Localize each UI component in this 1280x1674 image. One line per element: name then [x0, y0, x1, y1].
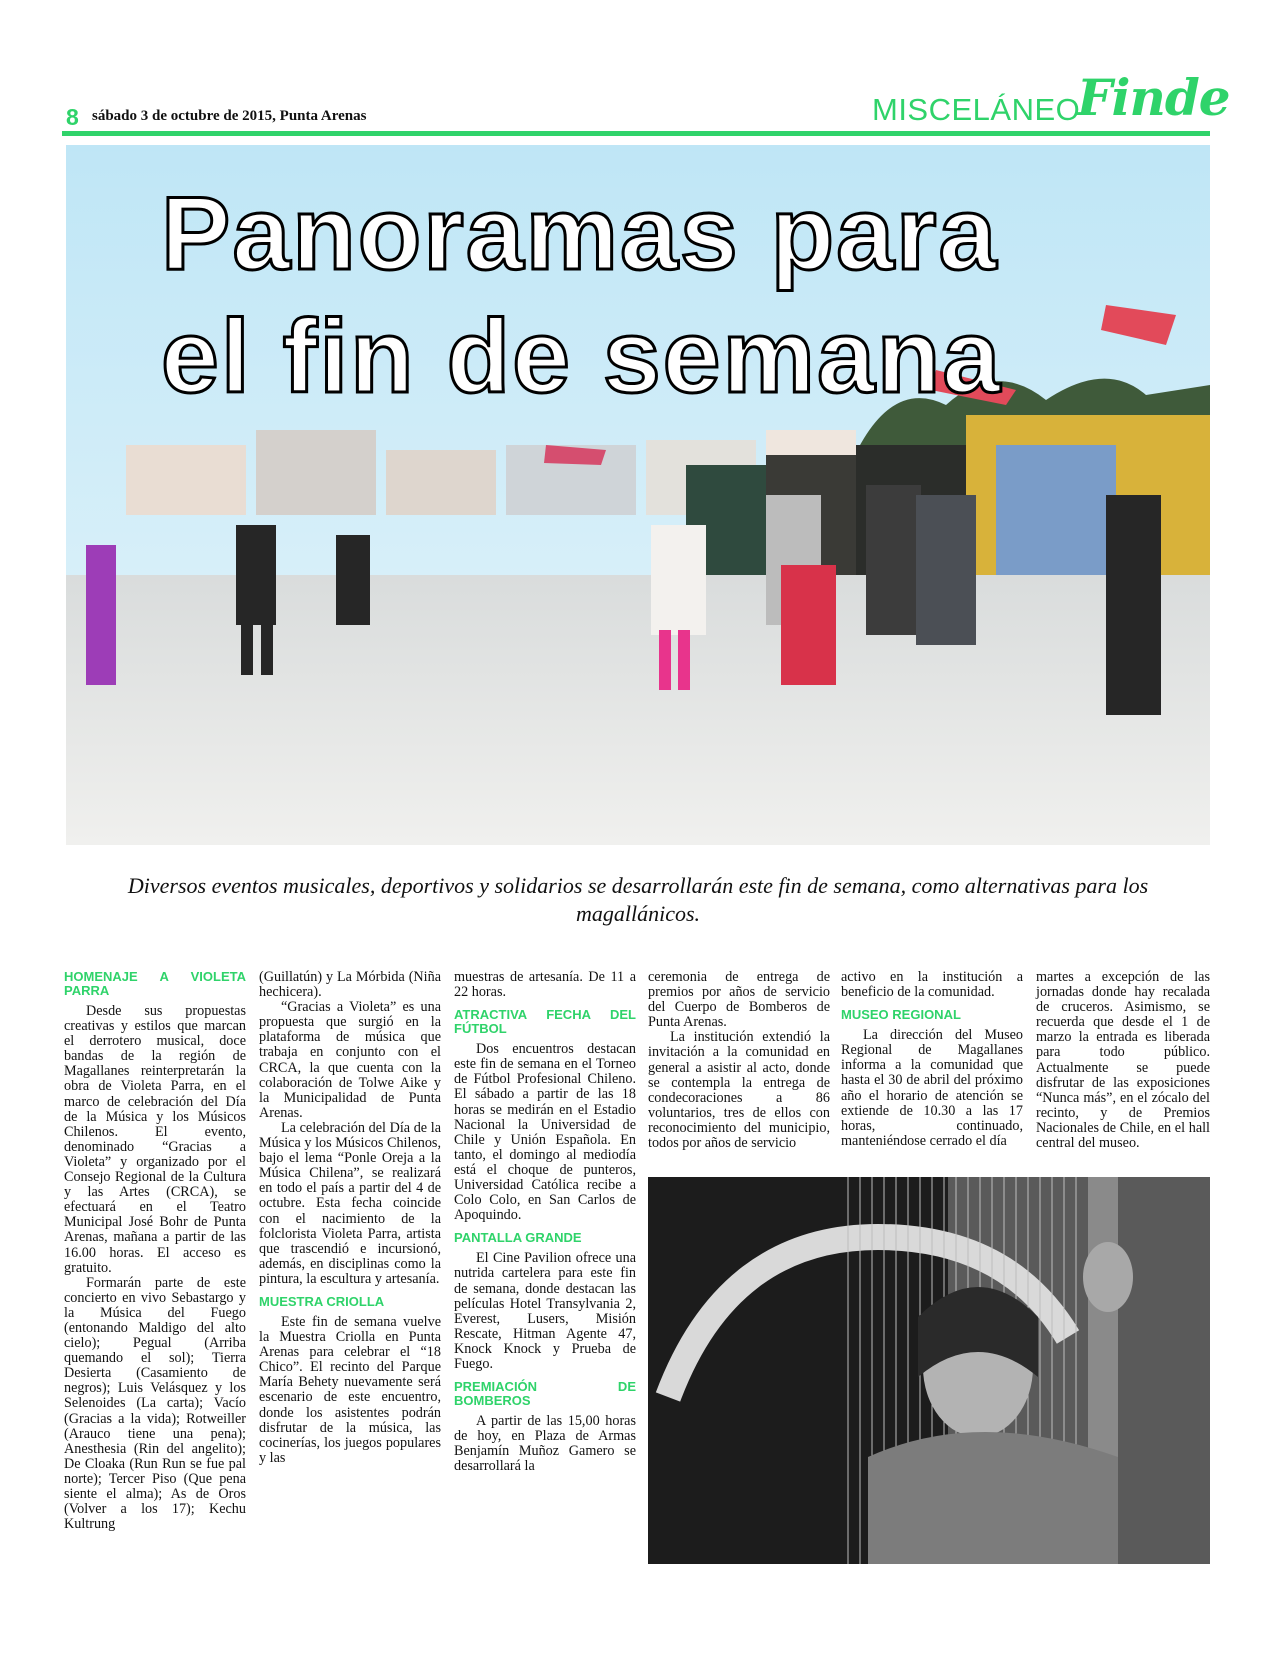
column-3: [454, 970, 636, 1474]
harpist-illustration: [648, 1177, 1210, 1564]
section-heading: MUSEO REGIONAL: [841, 1007, 961, 1023]
photo-caption: Diversos eventos musicales, deportivos y solidarios se desarrollarán este fin de semana, como alternativas para los magallánicos.: [127, 873, 1149, 926]
column-2: [259, 970, 441, 1466]
paragraph: Dos encuentros destacan este fin de semana en el Torneo de Fútbol Profesional Chileno. El sábado a partir de las 18 horas se medirán en el Estadio Nacional la Universidad de Chile y Unión Española. En tanto, el domingo al mediodía está el choque de punteros, Universidad Católica recibe a Colo Colo, en San Carlos de Apoquindo.: [454, 1041, 636, 1224]
column-5: [841, 970, 1023, 1149]
paragraph: activo en la institución a beneficio de la comunidad.: [841, 969, 1023, 1001]
paragraph: El Cine Pavilion ofrece una nutrida cartelera para este fin de semana, donde destacan las películas Hotel Transylvania 2, Everest, Lusers, Misión Rescate, Hitman Agente 47, Knock Knock y Prueba de Fuego.: [454, 1250, 636, 1372]
paragraph: (Guillatún) y La Mórbida (Niña hechicera).: [259, 969, 441, 1001]
section-heading: MUESTRA CRIOLLA: [259, 1293, 385, 1309]
paragraph: Formarán parte de este concierto en vivo Sebastargo y la Música del Fuego (entonando Maldigo del alto cielo); Pegual (Arriba quemando el sol); Tierra Desierta (Casamiento de negros); Luis Velásquez y los Selenoides (La carta); Vacío (Gracias a la vida); Rotweiller (Arauco tiene una pena); Anesthesia (Rin del angelito); De Cloaka (Run Run se fue pal norte); Tercer Piso (Que pena siente el alma); As de Oros (Volver a los 17); Kechu Kultrung: [64, 1274, 246, 1533]
column-6: [1036, 970, 1210, 1151]
page-number: 8: [66, 104, 79, 130]
section-heading: ATRACTIVA FECHA DEL FÚTBOL: [454, 1007, 636, 1037]
header-rule: [62, 131, 1210, 136]
column-4: [648, 970, 830, 1151]
paragraph: “Gracias a Violeta” es una propuesta que surgió en la plataforma de música que trabaja en conjunto con el CRCA, la que cuenta con la colaboración de Tolwe Aike y la Municipalidad de Punta Arenas.: [259, 999, 441, 1121]
headline-line-1: Panoramas para: [161, 176, 999, 292]
section-heading: HOMENAJE A VIOLETA PARRA: [64, 969, 246, 998]
date-line: sábado 3 de octubre de 2015, Punta Arenas: [92, 108, 367, 124]
column-1: [64, 970, 246, 1532]
harpist-photo: [648, 1177, 1210, 1564]
paragraph: muestras de artesanía. De 11 a 22 horas.: [454, 969, 636, 1001]
hero-photo: [66, 145, 1210, 845]
paragraph: martes a excepción de las jornadas donde hay recalada de cruceros. Asimismo, se recuerda que desde el 1 de marzo la entrada es liberada para todo público. Actualmente se puede disfrutar de las exposiciones “Nunca más”, en el zócalo del recinto, y de Premios Nacionales de Chile, en el hall central del museo.: [1036, 969, 1210, 1152]
paragraph: La dirección del Museo Regional de Magallanes informa a la comunidad que hasta el 30 de abril del próximo año el horario de atención se extiende de 10.30 a las 17 horas, continuado, manteniéndose cerrado el día: [841, 1027, 1023, 1149]
section-label: MISCELÁNEO: [872, 92, 1081, 127]
brand-logo: Finde: [1077, 68, 1230, 127]
paragraph: Este fin de semana vuelve la Muestra Criolla en Punta Arenas para celebrar el “18 Chico”. El recinto del Parque María Behety nuevamente será escenario de este encuentro, donde los asistentes podrán disfrutar de la música, las cocinerías, los juegos populares y las: [259, 1313, 441, 1466]
section-heading: PREMIACIÓN DE BOMBEROS: [454, 1379, 636, 1409]
paragraph: A partir de las 15,00 horas de hoy, en Plaza de Armas Benjamín Muñoz Gamero se desarrollará la: [454, 1413, 636, 1475]
paragraph: ceremonia de entrega de premios por años de servicio del Cuerpo de Bomberos de Punta Arenas.: [648, 969, 830, 1031]
headline-line-2: el fin de semana: [161, 299, 1003, 415]
paragraph: Desde sus propuestas creativas y estilos que marcan el derrotero musical, doce bandas de la región de Magallanes reinterpretarán la obra de Violeta Parra, en el marco de celebración del Día de la Música y los Músicos Chilenos. El evento, denominado “Gracias a Violeta” y organizado por el Consejo Regional de la Cultura y las Artes (CRCA), se efectuará en el Teatro Municipal José Bohr de Punta Arenas, mañana a partir de las 16.00 horas. El acceso es gratuito.: [64, 1003, 246, 1276]
section-heading: PANTALLA GRANDE: [454, 1230, 582, 1246]
paragraph: La celebración del Día de la Música y los Músicos Chilenos, bajo el lema “Ponle Oreja a la Música Chilena”, se realizará en todo el país a partir del 4 de octubre. Esta fecha coincide con el nacimiento de la folclorista Violeta Parra, artista que trascendió e incursionó, además, en disciplinas como la pintura, la escultura y artesanía.: [259, 1119, 441, 1287]
paragraph: La institución extendió la invitación a la comunidad en general a asistir al acto, donde se contempla la entrega de condecoraciones a 86 voluntarios, tres de ellos con reconocimiento del municipio, todos por años de servicio: [648, 1029, 830, 1152]
